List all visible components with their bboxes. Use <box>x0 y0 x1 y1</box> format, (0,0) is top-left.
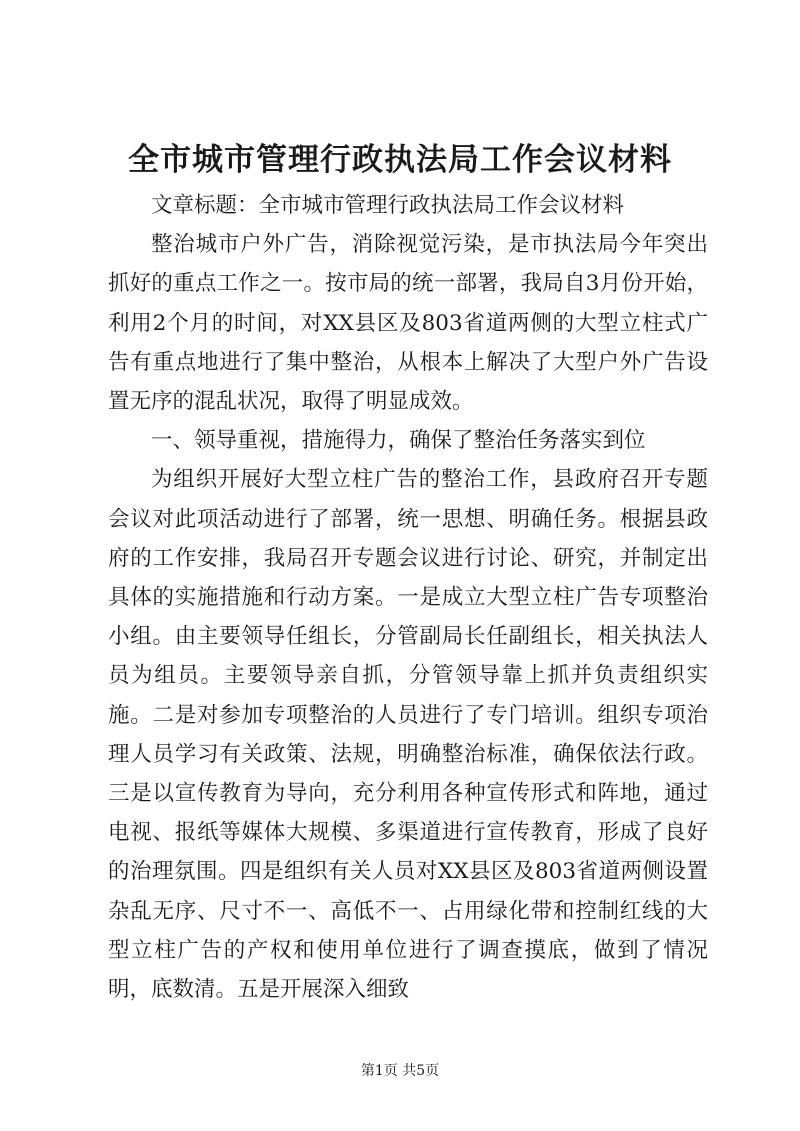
document-body <box>108 186 708 1009</box>
section-heading: 一、领导重视，措施得力，确保了整治任务落实到位 <box>151 428 646 454</box>
section-paragraph: 为组织开展好大型立柱广告的整治工作，县政府召开专题会议对此项活动进行了部署，统一思想、明确任务。根据县政府的工作安排，我局召开专题会议进行讨论、研究，并制定出具体的实施措施和行动方案。一是成立大型立柱广告专项整治小组。由主要领导任组长，分管副局长任副组长，相关执法人员为组员。主要领导亲自抓，分管领导靠上抓并负责组织实施。二是对参加专项整治的人员进行了专门培训。组织专项治理人员学习有关政策、法规，明确整治标准，确保依法行政。三是以宣传教育为导向，充分利用各种宣传形式和阵地，通过电视、报纸等媒体大规模、多渠道进行宣传教育，形成了良好的治理氛围。四是组织有关人员对XX县区及803省道两侧设置杂乱无序、尺寸不一、高低不一、占用绿化带和控制红线的大型立柱广告的产权和使用单位进行了调查摸底，做到了情况明，底数清。五是开展深入细致 <box>108 467 708 1003</box>
page-footer: 第1页 共5页 <box>360 1063 440 1079</box>
article-title-line: 文章标题：全市城市管理行政执法局工作会议材料 <box>151 193 625 218</box>
intro-paragraph: 整治城市户外广告，消除视觉污染，是市执法局今年突出抓好的重点工作之一。按市局的统一部署，我局自3月份开始，利用2个月的时间，对XX县区及803省道两侧的大型立柱式广告有重点地进行了集中整治，从根本上解决了大型户外广告设置无序的混乱状况，取得了明显成效。 <box>108 232 708 415</box>
document-title: 全市城市管理行政执法局工作会议材料 <box>128 142 672 178</box>
